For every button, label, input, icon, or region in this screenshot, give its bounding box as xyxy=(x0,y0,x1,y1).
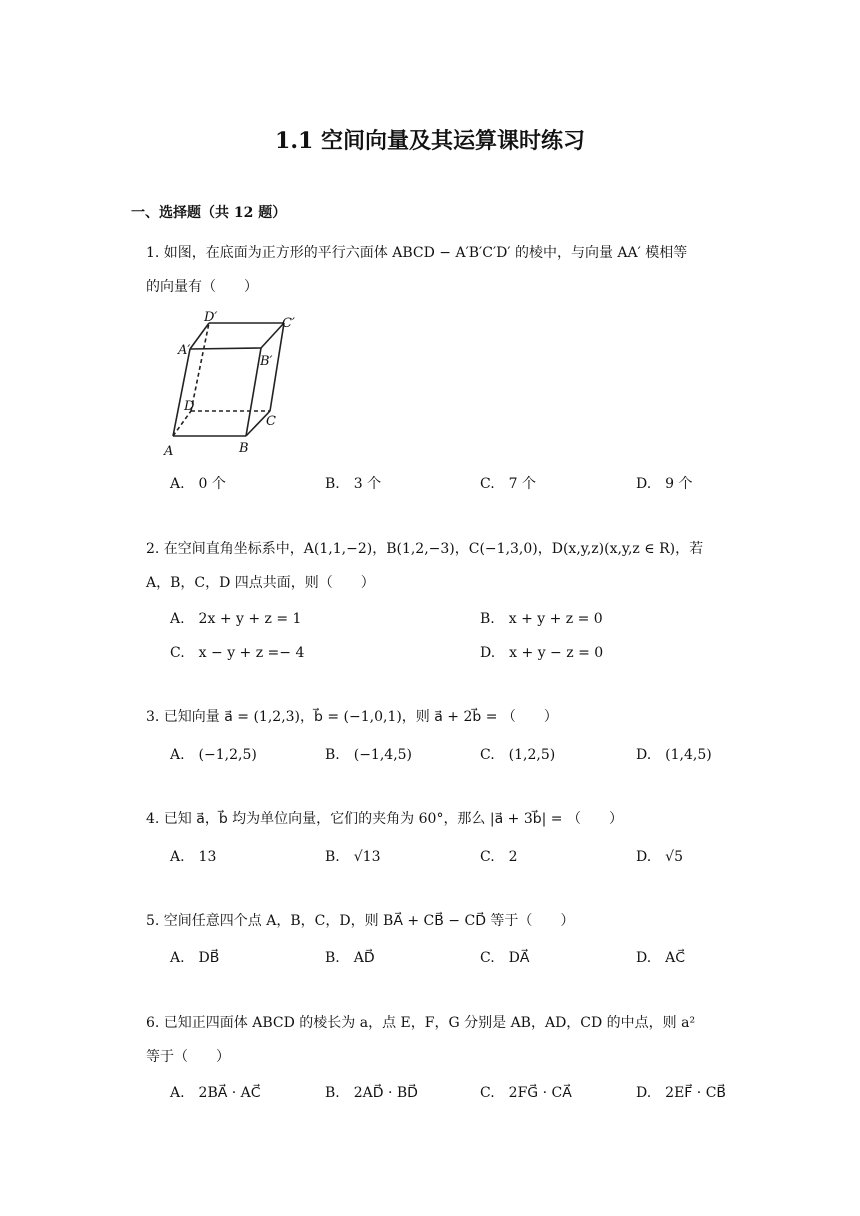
question-2-stem-line2: A，B，C，D 四点共面，则（ ） xyxy=(146,575,375,591)
question-2-option-d: D. x + y − z = 0 xyxy=(480,645,604,661)
question-3-option-a: A. (−1,2,5) xyxy=(170,747,257,763)
question-1-option-c: C. 7 个 xyxy=(480,476,537,492)
label-b: B xyxy=(239,441,249,456)
question-2-option-c: C. x − y + z =− 4 xyxy=(170,645,305,661)
question-3 xyxy=(146,700,558,734)
question-6-option-a: A. 2BA⃗ · AC⃗ xyxy=(170,1085,261,1101)
question-5 xyxy=(146,904,574,938)
question-4-option-a: A. 13 xyxy=(170,849,217,865)
question-5-option-d: D. AC⃗ xyxy=(636,950,686,966)
question-5-option-c: C. DA⃗ xyxy=(480,950,530,966)
question-4-option-d: D. √5 xyxy=(636,849,684,865)
label-a-prime: A′ xyxy=(178,343,191,358)
question-1-stem-line1: 1. 如图，在底面为正方形的平行六面体 ABCD − A′B′C′D′ 的棱中，与向量 AA′ 模相等 xyxy=(146,245,688,261)
label-c-prime: C′ xyxy=(282,316,295,331)
question-6-stem-line2: 等于（ ） xyxy=(146,1049,230,1065)
question-6 xyxy=(146,1006,695,1074)
question-2-option-a: A. 2x + y + z = 1 xyxy=(170,611,302,627)
question-6-stem-line1: 6. 已知正四面体 ABCD 的棱长为 a，点 E，F，G 分别是 AB，AD，CD 的中点，则 a² xyxy=(146,1015,696,1031)
question-1-option-a: A. 0 个 xyxy=(170,476,226,492)
question-1-stem-line2: 的向量有（ ） xyxy=(146,279,258,295)
label-b-prime: B′ xyxy=(260,354,273,369)
question-3-option-d: D. (1,4,5) xyxy=(636,747,712,763)
question-2 xyxy=(146,532,703,600)
question-1 xyxy=(146,236,687,304)
question-6-option-c: C. 2FG⃗ · CA⃗ xyxy=(480,1085,572,1101)
question-3-stem: 3. 已知向量 a⃗ = (1,2,3)，b⃗ = (−1,0,1)，则 a⃗ + 2b⃗ = （ ） xyxy=(146,709,558,725)
question-1-option-b: B. 3 个 xyxy=(325,476,382,492)
label-d-prime: D′ xyxy=(204,310,218,325)
question-3-option-c: C. (1,2,5) xyxy=(480,747,556,763)
label-a: A xyxy=(164,444,174,458)
question-4-option-c: C. 2 xyxy=(480,849,518,865)
question-2-stem-line1: 2. 在空间直角坐标系中，A(1,1,−2)，B(1,2,−3)，C(−1,3,0)，D(x,y,z)(x,y,z ∈ R)，若 xyxy=(146,541,704,557)
question-4 xyxy=(146,802,623,836)
question-6-option-b: B. 2AD⃗ · BD⃗ xyxy=(325,1085,418,1101)
question-5-stem: 5. 空间任意四个点 A，B，C，D，则 BA⃗ + CB⃗ − CD⃗ 等于（ ） xyxy=(146,913,575,929)
question-4-stem: 4. 已知 a⃗，b⃗ 均为单位向量，它们的夹角为 60°，那么 |a⃗ + 3b⃗| = （ ） xyxy=(146,811,623,827)
question-5-option-b: B. AD⃗ xyxy=(325,950,375,966)
question-5-option-a: A. DB⃗ xyxy=(170,950,220,966)
parallelepiped-figure xyxy=(160,308,310,458)
question-3-option-b: B. (−1,4,5) xyxy=(325,747,413,763)
page-title: 1.1 空间向量及其运算课时练习 xyxy=(275,128,585,154)
question-2-option-b: B. x + y + z = 0 xyxy=(480,611,603,627)
label-d: D xyxy=(184,399,195,414)
question-1-option-d: D. 9 个 xyxy=(636,476,693,492)
question-6-option-d: D. 2EF⃗ · CB⃗ xyxy=(636,1085,727,1101)
question-4-option-b: B. √13 xyxy=(325,849,381,865)
section-heading: 一、选择题（共 12 题） xyxy=(131,205,287,221)
label-c: C xyxy=(266,414,276,429)
